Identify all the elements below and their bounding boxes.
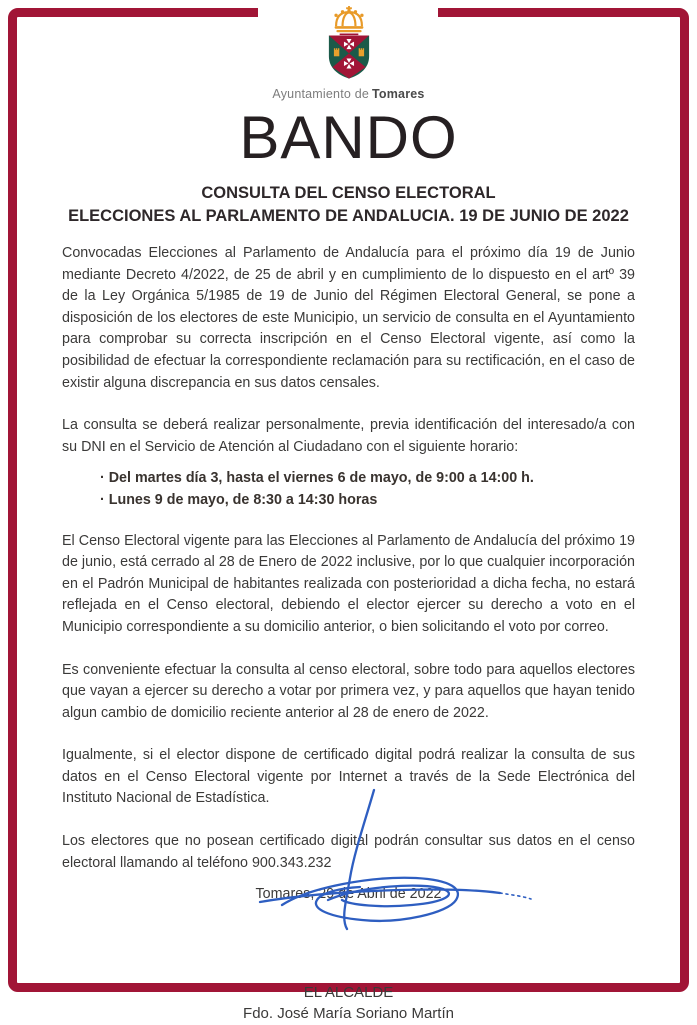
crest-container — [62, 6, 635, 80]
schedule-item-2: · Lunes 9 de mayo, de 8:30 a 14:30 horas — [100, 491, 378, 508]
shield-icon — [328, 35, 368, 78]
signature-block — [62, 982, 635, 1025]
subtitle-line-1: CONSULTA DEL CENSO ELECTORAL — [201, 184, 496, 202]
paragraph-convocation: Convocadas Elecciones al Parlamento de Andalucía para el próximo día 19 de Junio mediante Decreto 4/2022, de 25 de abril y en cumplimiento de lo dispuesto en el artº 39 de la Ley Orgánica 5/1985 de 19 de Junio del Régimen Electoral General, se pone a disposición de los electores de este Municipio, un servicio de consulta en el Ayuntamiento para comprobar su correcta inscripción en el Censo Electoral vigente, así como la posibilidad de efectuar la correspondiente reclamación para su rectificación, en el caso de existir alguna discrepancia en sus datos censales. — [62, 245, 635, 391]
date-line: Tomares, 29 de Abril de 2022 — [255, 886, 442, 903]
paragraph-consulta-horario: La consulta se deberá realizar personalmente, previa identificación del interesado/a con su DNI en el Servicio de Atención al Ciudadano con el siguiente horario: — [62, 417, 635, 455]
paragraph-censo-cerrado: El Censo Electoral vigente para las Elecciones al Parlamento de Andalucía del próximo 19 de junio, está cerrado al 28 de Enero de 2022 inclusive, por lo que cualquier incorporación en el Padrón Municipal de habitantes realizada con posterioridad a dicha fecha, no estará reflejada en el Censo electoral, debiendo el elector ejercer su derecho a voto en el Municipio correspondiente a su domicilio anterior, o bien solicitando el voto por correo. — [62, 532, 635, 635]
paragraph-telefono: Los electores que no posean certificado digital podrán consultar sus datos en el censo electoral llamando al teléfono 900.343.232 — [62, 833, 635, 871]
signer-title: EL ALCALDE — [303, 983, 394, 1001]
paragraph-conveniencia: Es conveniente efectuar la consulta al censo electoral, sobre todo para aquellos electores que vayan a ejercer su derecho a votar por primera vez, y para aquellos que hayan tenido algun cambio de domicilio reciente anterior al 28 de enero de 2022. — [62, 661, 635, 721]
crown-icon — [334, 6, 363, 32]
tomares-coat-of-arms-icon — [326, 6, 372, 80]
schedule-item-1: · Del martes día 3, hasta el viernes 6 de mayo, de 9:00 a 14:00 h. — [100, 470, 534, 487]
municipality-line — [62, 87, 635, 101]
subtitle-line-2: ELECCIONES AL PARLAMENTO DE ANDALUCIA. 19 DE JUNIO DE 2022 — [68, 206, 629, 225]
municipality-label: Ayuntamiento de — [272, 87, 369, 101]
signer-name: Fdo. José María Soriano Martín — [243, 1004, 454, 1022]
crown-base-band — [339, 34, 358, 36]
municipality-name: Tomares — [372, 87, 425, 101]
schedule-list — [62, 468, 635, 511]
page-title: BANDO — [239, 104, 458, 171]
body-text — [62, 243, 635, 906]
crown-arches — [336, 12, 362, 26]
paragraph-certificado-digital: Igualmente, si el elector dispone de certificado digital podrá realizar la consulta de sus datos en el Censo Electoral vigente por Internet a través de la Sede Electrónica del Instituto Nacional de Estadística. — [62, 747, 635, 807]
